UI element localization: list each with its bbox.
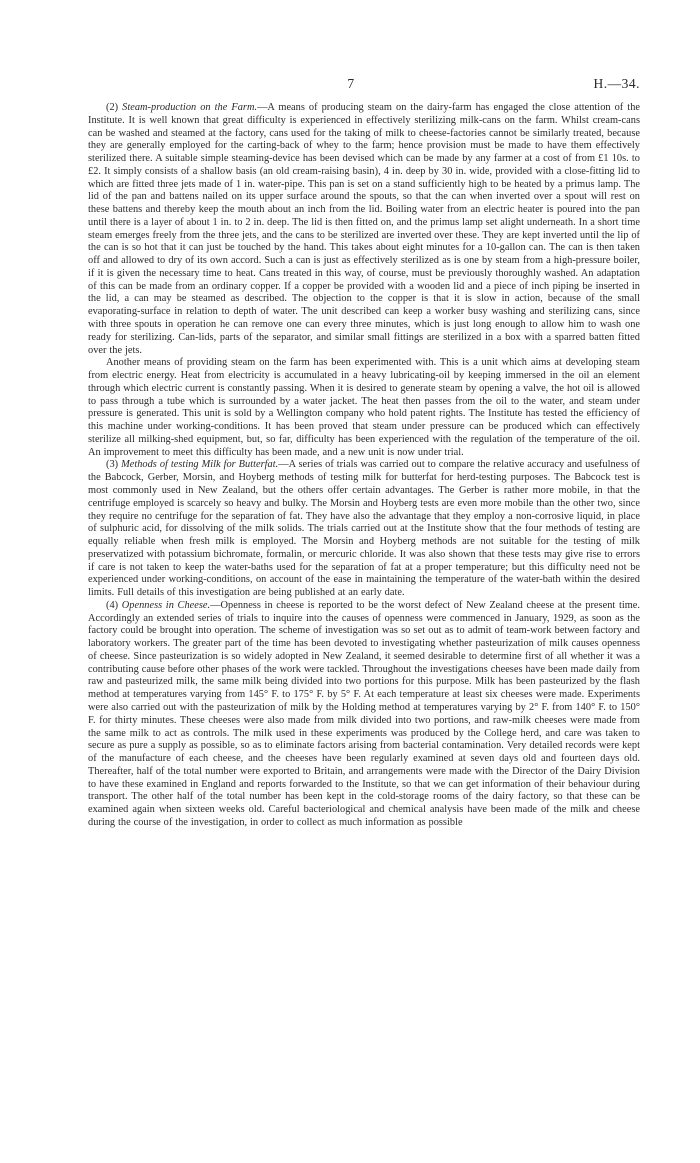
paragraph-text: —A series of trials was carried out to compare the relative accuracy and usefulness of the Babcock, Gerber, Morsin, and Hoyberg methods of testing milk for butterfat for herd-testing purposes. The Babcock test is most commonly used in New Zealand, but the others offer certain advantages. The Gerber is rather more mobile, in that the centrifuge employed is scarcely so heavy and bulky. The Morsin and Hoyberg tests are even more mobile than the other two, since they require no centrifuge for the separation of fat. They have also the advantage that they employ a non-corrosive liquid, in place of sulphuric acid, for dissolving of the milk solids. The trials carried out at the Institute show that the four methods of testing are equally reliable when fresh milk is employed. The Morsin and Hoyberg methods are not suitable for the testing of milk preservatized with potassium bichromate, formalin, or mercuric chloride. It was also shown that these tests may give rise to errors if care is not taken to keep the water-baths used for the separation of fat at a proper temperature; but this difficulty need not be experienced under working-conditions, on account of the ease in maintaining the temperature of the water-bath within the desired limits. Full details of this investigation are being published at an early date. [88,459,641,599]
section-heading: Steam-production on the Farm. [122,102,258,113]
page-number: 7 [347,76,355,91]
paragraph-electric-steam [88,357,640,459]
paragraph-text: —A means of producing steam on the dairy-farm has engaged the close attention of the Institute. It is well known that great difficulty is experienced in effectively sterilizing milk-cans on the farm. Whilst cream-cans can be washed and steamed at the factory, cans used for the taking of milk to cheese-factories cannot be similarly treated, because they are generally employed for the carting-back of whey to the farm; hence provision must be made to have them effectively sterilized there. A suitable simple steaming-device has been devised which can be made by any farmer at a cost of from £1 10s. to £2. It simply consists of a shallow basis (an old cream-raising basin), 4 in. deep by 30 in. wide, provided with a close-fitting lid to which are fitted three jets made of 1 in. water-pipe. This pan is set on a stand sufficiently high to be heated by a primus lamp. The lid of the pan and battens nailed on its upper surface around the spouts, so that the can when inverted over a spout will rest on these battens and thereby keep the mouth about an inch from the lid. Boiling water from an electric heater is poured into the pan until there is a layer of about 1 in. to 2 in. deep. The lid is then fitted on, and the primus lamp set alight underneath. In a short time steam emerges freely from the three jets, and the cans to be sterilized are inverted over these. They are kept inverted until the lip of the can is so hot that it can just be touched by the hand. This takes about eight minutes for a 10-gallon can. The can is then taken off and allowed to dry of its own accord. Such a can is just as effectively sterilized as is one by steam from a high-pressure boiler, if it is given the necessary time to heat. Cans treated in this way, of course, must be previously thoroughly washed. An adaptation of this can be made from an ordinary copper. If a copper be provided with a wooden lid and a piece of inch piping be inserted in the lid, a can may be steamed as described. The objection to the copper is that it is slow in action, because of the small evaporating-surface in relation to depth of water. The unit described can keep a worker busy washing and sterilizing cans, since with three spouts in operation he can remove one can every three minutes, which is just long enough to allow him to wash one ready for sterilizing. Can-lids, parts of the separator, and similar small fittings are sterilized in a box with a sparred batten fitted over the jets. [88,102,640,356]
paragraph-steam-production [88,102,640,357]
section-number: (2) [106,102,119,113]
section-number: (4) [106,599,119,611]
section-heading: Openness in Cheese. [121,599,211,611]
section-number: (3) [106,459,119,471]
body-text [88,102,640,830]
paragraph-testing-milk [88,459,640,599]
section-heading: Methods of testing Milk for Butterfat. [121,459,279,471]
document-reference: H.—34. [593,76,640,91]
paragraph-openness-cheese [88,600,640,830]
paragraph-text: —Openness in cheese is reported to be the worst defect of New Zealand cheese at the present time. Accordingly an extended series of trials to inquire into the causes of openness were commenced in January, 1929, as soon as the factory could be brought into operation. The scheme of investigation was so set out as to admit of team-work between factory and laboratory workers. The greater part of the time has been devoted to investigating whether pasteurization of milk causes openness of cheese. Since pasteurization is so widely adopted in New Zealand, it seemed desirable to determine first of all whether it was a contributing cause before other phases of the work were tackled. Throughout the investigations cheeses have been made daily from raw and pasteurized milk, the same milk being divided into two portions for this purpose. Milk has been pasteurized by the flash method at temperatures varying from 145° F. to 175° F. by 5° F. At each temperature at least six cheeses were made. Experiments were also carried out with the pasteurization of milk by the Holding method at temperatures varying by 2° F. from 140° F. to 150° F. for thirty minutes. These cheeses were also made from milk divided into two portions, and raw-milk cheeses were made from the same milk to act as controls. The milk used in these experiments was produced by the College herd, and care was taken to secure as pure a supply as possible, so as to eliminate factors arising from bacterial contamination. Very detailed records were kept of the manufacture of each cheese, and the cheeses have been regularly examined at seven days old and fourteen days old. Thereafter, half of the total number were exported to Britain, and arrangements were made with the Director of the Dairy Division to have these examined in England and reports forwarded to the Institute, so that we can get information of their behaviour during transport. The other half of the total number has been kept in the cold-storage rooms of the dairy factory, so that these can be examined again when sixteen weeks old. Careful bacteriological and chemical analysis have been made of the milk and cheese during the course of the investigation, in order to collect as much information as possible [88,599,641,828]
paragraph-text: Another means of providing steam on the farm has been experimented with. This is a unit which aims at developing steam from electric energy. Heat from electricity is accumulated in a heavy lubricating-oil by keeping immersed in the oil an element through which electric current is constantly passing. When it is desired to generate steam by opening a valve, the hot oil is allowed to pass through a tube which is surrounded by a water jacket. The heat then passes from the oil to the water, and steam under pressure is generated. This unit is sold by a Wellington company who hold patent rights. The Institute has tested the efficiency of this machine under working-conditions. It has been proved that steam under pressure can be produced which can effectively sterilize all milking-shed equipment, but, so far, difficulty has been experienced with the regulation of the temperature of the oil. An improvement to meet this difficulty has been made, and a new unit is now under trial. [88,357,640,458]
